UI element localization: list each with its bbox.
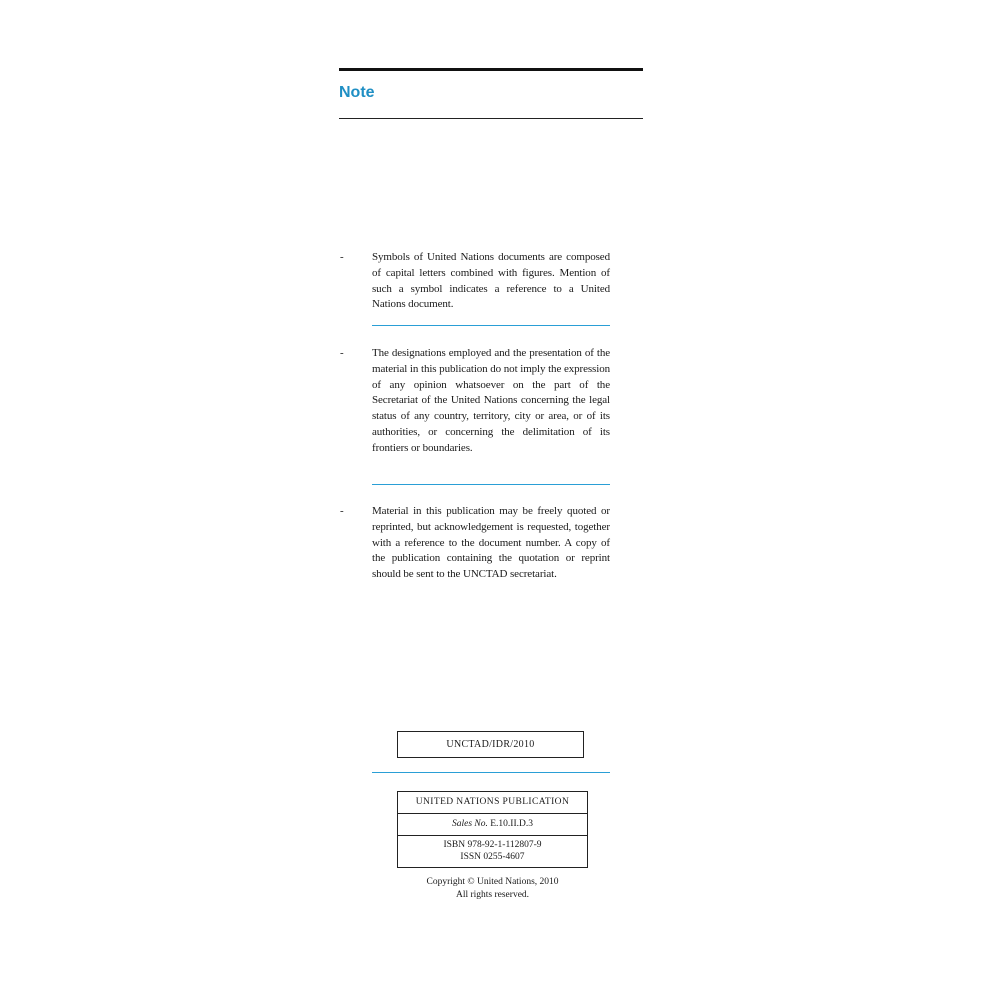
isbn-issn-row bbox=[398, 836, 587, 867]
sales-number-row bbox=[398, 814, 587, 836]
note-text: The designations employed and the presentation of the material in this publication do not imply the expression of any opinion whatsoever on the part of the Secretariat of the United Nations concerning the legal status of any country, territory, city or area, or of its authorities, or concerning the delimitation of its frontiers or boundaries. bbox=[372, 347, 610, 454]
note-item-designations bbox=[340, 346, 612, 457]
document-symbol-box: UNCTAD/IDR/2010 bbox=[397, 731, 584, 758]
publication-label: UNITED NATIONS PUBLICATION bbox=[398, 792, 587, 814]
publication-box bbox=[397, 791, 588, 868]
title-rule bbox=[339, 118, 643, 119]
note-item-reprint bbox=[340, 504, 612, 583]
sales-number: E.10.II.D.3 bbox=[490, 819, 533, 829]
note-text: Material in this publication may be freely quoted or reprinted, but acknowledgement is requested, together with a reference to the document number. A copy of the publication containing the quotation or reprint should be sent to the UNCTAD secretariat. bbox=[372, 505, 610, 581]
rights-reserved: All rights reserved. bbox=[455, 890, 530, 900]
note-divider bbox=[372, 484, 610, 485]
issn: ISSN 0255-4607 bbox=[460, 852, 525, 862]
note-divider bbox=[372, 325, 610, 326]
copyright-notice bbox=[397, 876, 588, 902]
sales-prefix: Sales No. bbox=[451, 819, 488, 829]
bullet-dash: - bbox=[340, 251, 344, 263]
note-text: Symbols of United Nations documents are composed of capital letters combined with figures. Mention of such a symbol indicates a reference to a United Nations document. bbox=[372, 251, 610, 311]
note-item-symbols bbox=[340, 250, 612, 313]
bullet-dash: - bbox=[340, 347, 344, 359]
bullet-dash: - bbox=[340, 505, 344, 517]
isbn: ISBN 978-92-1-112807-9 bbox=[443, 840, 542, 850]
top-rule bbox=[339, 68, 643, 71]
copyright-line: Copyright © United Nations, 2010 bbox=[426, 877, 559, 887]
page-title: Note bbox=[339, 84, 375, 101]
symbol-divider bbox=[372, 772, 610, 773]
